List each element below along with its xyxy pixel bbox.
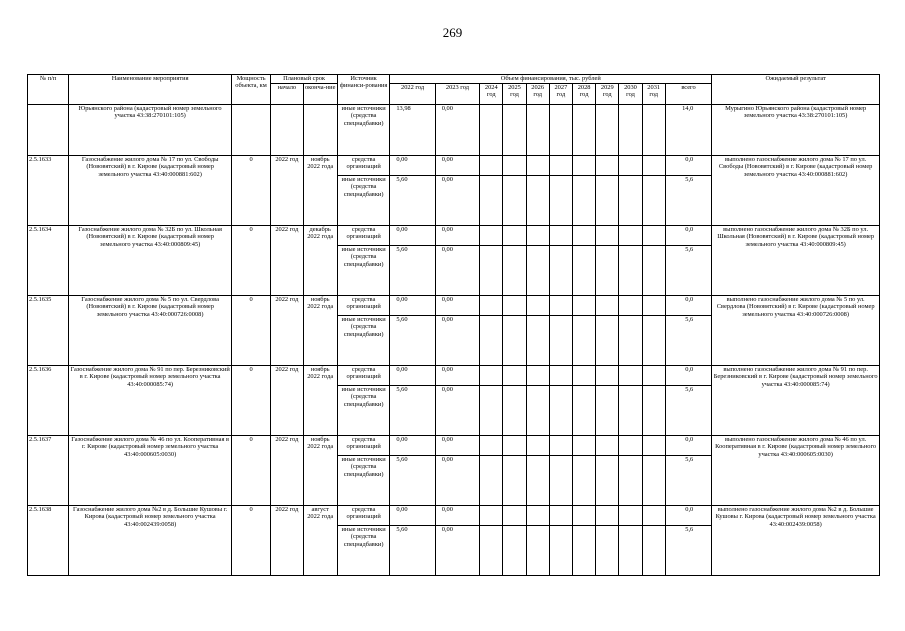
cell-2025 — [503, 436, 526, 456]
cell-2028 — [572, 316, 595, 366]
cell-2030 — [619, 386, 642, 436]
cell-2028 — [572, 176, 595, 226]
cell-code: 2.5.1635 — [28, 296, 69, 366]
col-source: Источник финанси-рования — [337, 75, 389, 105]
table-row — [28, 296, 880, 316]
cell-capacity: 0 — [231, 296, 270, 366]
cell-2026 — [526, 456, 549, 506]
cell-2030 — [619, 246, 642, 296]
cell-capacity: 0 — [231, 436, 270, 506]
cell-2022: 13,98 — [390, 105, 435, 156]
cell-2023: 0,00 — [435, 296, 479, 316]
cell-source: иные источники (средства спецнадбавки) — [337, 316, 389, 366]
cell-2024 — [480, 246, 503, 296]
cell-2031 — [642, 226, 665, 246]
cell-source: средства организаций — [337, 436, 389, 456]
col-result: Ожидаемый результат — [712, 75, 880, 105]
cell-2030 — [619, 456, 642, 506]
cell-2030 — [619, 226, 642, 246]
cell-2030 — [619, 156, 642, 176]
cell-2027 — [549, 316, 572, 366]
cell-2023: 0,00 — [435, 506, 479, 526]
cell-2026 — [526, 386, 549, 436]
cell-2026 — [526, 436, 549, 456]
cell-2031 — [642, 436, 665, 456]
cell-end: ноябрь 2022 года — [303, 436, 337, 506]
cell-total: 5,6 — [665, 386, 711, 436]
cell-capacity — [231, 105, 270, 156]
cell-start: 2022 год — [271, 156, 303, 226]
cell-2031 — [642, 105, 665, 156]
cell-end: ноябрь 2022 года — [303, 156, 337, 226]
cell-name: Газоснабжение жилого дома № 5 по ул. Свердлова (Нововятский) в г. Кирове (кадастровый номер земельного участка 43:40:000726:0008) — [69, 296, 232, 366]
cell-2023: 0,00 — [435, 226, 479, 246]
cell-capacity: 0 — [231, 506, 270, 576]
col-year-2025: 2025 год — [503, 84, 526, 105]
cell-end — [303, 105, 337, 156]
cell-2023: 0,00 — [435, 386, 479, 436]
cell-total: 5,6 — [665, 316, 711, 366]
cell-2024 — [480, 105, 503, 156]
cell-end: ноябрь 2022 года — [303, 296, 337, 366]
cell-2022: 5,60 — [390, 246, 435, 296]
cell-name: Газоснабжение жилого дома № 32Б по ул. Школьная (Нововятский) в г. Кирове (кадастровый номер земельного участка 43:40:000809:45) — [69, 226, 232, 296]
cell-2025 — [503, 226, 526, 246]
cell-2031 — [642, 156, 665, 176]
cell-2031 — [642, 506, 665, 526]
cell-2028 — [572, 386, 595, 436]
cell-source: иные источники (средства спецнадбавки) — [337, 456, 389, 506]
cell-result: выполнено газоснабжение жилого дома № 91 по пер. Березниковский в г. Кирове (кадастровый номер земельного участка 43:40:000085:74) — [712, 366, 880, 436]
cell-2027 — [549, 526, 572, 576]
cell-result: выполнено газоснабжение жилого дома № 46 по ул. Кооперативная в г. Кирове (кадастровый номер земельного участка 43:40:000605:0030) — [712, 436, 880, 506]
cell-2029 — [596, 526, 619, 576]
cell-source: средства организаций — [337, 156, 389, 176]
cell-2029 — [596, 506, 619, 526]
cell-2022: 0,00 — [390, 226, 435, 246]
cell-2028 — [572, 506, 595, 526]
table-row — [28, 506, 880, 526]
cell-total: 5,6 — [665, 456, 711, 506]
cell-2026 — [526, 226, 549, 246]
cell-2031 — [642, 366, 665, 386]
cell-result: выполнено газоснабжение жилого дома №2 в д. Большие Кушовы г. Кирова (кадастровый номер земельного участка 43:40:002439:0058) — [712, 506, 880, 576]
page-number: 269 — [442, 25, 463, 40]
cell-2031 — [642, 386, 665, 436]
cell-2027 — [549, 296, 572, 316]
table-row — [28, 436, 880, 456]
cell-source: иные источники (средства спецнадбавки) — [337, 386, 389, 436]
cell-2028 — [572, 226, 595, 246]
cell-source: средства организаций — [337, 506, 389, 526]
cell-2027 — [549, 105, 572, 156]
cell-2025 — [503, 176, 526, 226]
col-plan-term: Плановый срок — [271, 75, 338, 84]
cell-2029 — [596, 176, 619, 226]
cell-capacity: 0 — [231, 226, 270, 296]
cell-2023: 0,00 — [435, 456, 479, 506]
col-volume: Объем финансирования, тыс. рублей — [390, 75, 712, 84]
cell-name: Газоснабжение жилого дома №2 в д. Большие Кушовы г. Кирова (кадастровый номер земельного участка 43:40:002439:0058) — [69, 506, 232, 576]
cell-2026 — [526, 366, 549, 386]
cell-code: 2.5.1633 — [28, 156, 69, 226]
col-name: Наименование мероприятия — [69, 75, 232, 105]
cell-2031 — [642, 176, 665, 226]
table-row — [28, 156, 880, 176]
cell-2030 — [619, 105, 642, 156]
cell-2030 — [619, 176, 642, 226]
cell-code: 2.5.1637 — [28, 436, 69, 506]
cell-total: 0,0 — [665, 226, 711, 246]
cell-2028 — [572, 366, 595, 386]
cell-2030 — [619, 316, 642, 366]
cell-total: 5,6 — [665, 246, 711, 296]
cell-source: средства организаций — [337, 296, 389, 316]
cell-2028 — [572, 156, 595, 176]
cell-capacity: 0 — [231, 156, 270, 226]
cell-2029 — [596, 226, 619, 246]
cell-2022: 0,00 — [390, 436, 435, 456]
cell-2027 — [549, 506, 572, 526]
cell-2024 — [480, 316, 503, 366]
cell-2027 — [549, 366, 572, 386]
cell-2023: 0,00 — [435, 156, 479, 176]
cell-2028 — [572, 246, 595, 296]
cell-start: 2022 год — [271, 366, 303, 436]
cell-2022: 5,60 — [390, 176, 435, 226]
cell-2026 — [526, 316, 549, 366]
cell-2026 — [526, 105, 549, 156]
cell-2022: 0,00 — [390, 296, 435, 316]
cell-source: средства организаций — [337, 366, 389, 386]
cell-2023: 0,00 — [435, 436, 479, 456]
cell-name: Газоснабжение жилого дома № 91 по пер. Березниковский в г. Кирове (кадастровый номер земельного участка 43:40:000085:74) — [69, 366, 232, 436]
cell-source: иные источники (средства спецнадбавки) — [337, 176, 389, 226]
cell-name: Газоснабжение жилого дома № 17 по ул. Свободы (Нововятский) в г. Кирове (кадастровый номер земельного участка 43:40:000881:602) — [69, 156, 232, 226]
cell-2031 — [642, 456, 665, 506]
cell-2029 — [596, 456, 619, 506]
col-capacity: Мощность объекта, км — [231, 75, 270, 105]
cell-total: 5,6 — [665, 526, 711, 576]
col-end: оконча-ние — [303, 84, 337, 105]
cell-2022: 0,00 — [390, 506, 435, 526]
cell-code — [28, 105, 69, 156]
cell-start: 2022 год — [271, 506, 303, 576]
cell-2025 — [503, 526, 526, 576]
cell-2031 — [642, 296, 665, 316]
cell-2025 — [503, 156, 526, 176]
table-row — [28, 226, 880, 246]
cell-2028 — [572, 105, 595, 156]
cell-2028 — [572, 526, 595, 576]
cell-start: 2022 год — [271, 296, 303, 366]
cell-2024 — [480, 366, 503, 386]
cell-total: 5,6 — [665, 176, 711, 226]
cell-2031 — [642, 316, 665, 366]
cell-2024 — [480, 386, 503, 436]
table-header — [28, 75, 880, 105]
cell-2024 — [480, 156, 503, 176]
cell-2030 — [619, 366, 642, 386]
cell-2030 — [619, 506, 642, 526]
cell-total: 0,0 — [665, 366, 711, 386]
cell-2024 — [480, 506, 503, 526]
cell-2026 — [526, 246, 549, 296]
cell-end: ноябрь 2022 года — [303, 366, 337, 436]
cell-result: выполнено газоснабжение жилого дома № 17 по ул. Свободы (Нововятский) в г. Кирове (кадастровый номер земельного участка 43:40:000881:602) — [712, 156, 880, 226]
col-total: всего — [665, 84, 711, 105]
cell-end: август 2022 года — [303, 506, 337, 576]
col-year-2024: 2024 год — [480, 84, 503, 105]
cell-source: средства организаций — [337, 226, 389, 246]
cell-2025 — [503, 456, 526, 506]
cell-2023: 0,00 — [435, 176, 479, 226]
cell-result: Мурыгино Юрьянского района (кадастровый номер земельного участка 43:38:270101:105) — [712, 105, 880, 156]
cell-2022: 0,00 — [390, 366, 435, 386]
cell-2024 — [480, 296, 503, 316]
cell-total: 14,0 — [665, 105, 711, 156]
cell-2022: 5,60 — [390, 456, 435, 506]
col-no: № п/п — [28, 75, 69, 105]
cell-2023: 0,00 — [435, 526, 479, 576]
cell-2031 — [642, 526, 665, 576]
cell-2029 — [596, 366, 619, 386]
cell-source: иные источники (средства спецнадбавки) — [337, 246, 389, 296]
cell-end: декабрь 2022 года — [303, 226, 337, 296]
cell-2029 — [596, 316, 619, 366]
cell-2030 — [619, 436, 642, 456]
cell-2028 — [572, 436, 595, 456]
cell-2027 — [549, 436, 572, 456]
table-row — [28, 366, 880, 386]
cell-2024 — [480, 176, 503, 226]
cell-2027 — [549, 176, 572, 226]
financing-table — [27, 74, 880, 576]
cell-2026 — [526, 296, 549, 316]
cell-2022: 5,60 — [390, 386, 435, 436]
cell-2029 — [596, 386, 619, 436]
cell-2024 — [480, 526, 503, 576]
cell-2024 — [480, 436, 503, 456]
col-year-2028: 2028 год — [572, 84, 595, 105]
cell-2026 — [526, 176, 549, 226]
cell-2027 — [549, 386, 572, 436]
cell-start — [271, 105, 303, 156]
cell-2022: 5,60 — [390, 526, 435, 576]
cell-2023: 0,00 — [435, 366, 479, 386]
col-year-2031: 2031 год — [642, 84, 665, 105]
cell-2022: 0,00 — [390, 156, 435, 176]
cell-2024 — [480, 456, 503, 506]
cell-2027 — [549, 226, 572, 246]
cell-2023: 0,00 — [435, 246, 479, 296]
cell-2029 — [596, 436, 619, 456]
cell-2029 — [596, 246, 619, 296]
cell-2029 — [596, 296, 619, 316]
col-year-2029: 2029 год — [596, 84, 619, 105]
cell-code: 2.5.1634 — [28, 226, 69, 296]
cell-2025 — [503, 386, 526, 436]
cell-source: иные источники (средства спецнадбавки) — [337, 526, 389, 576]
cell-2029 — [596, 156, 619, 176]
cell-capacity: 0 — [231, 366, 270, 436]
col-year-2026: 2026 год — [526, 84, 549, 105]
cell-total: 0,0 — [665, 156, 711, 176]
cell-total: 0,0 — [665, 296, 711, 316]
cell-2024 — [480, 226, 503, 246]
cell-name: Газоснабжение жилого дома № 46 по ул. Кооперативная в г. Кирове (кадастровый номер земельного участка 43:40:000605:0030) — [69, 436, 232, 506]
cell-2025 — [503, 296, 526, 316]
cell-2030 — [619, 296, 642, 316]
cell-2027 — [549, 246, 572, 296]
cell-2025 — [503, 366, 526, 386]
cell-2026 — [526, 506, 549, 526]
cell-2026 — [526, 156, 549, 176]
col-year-2022: 2022 год — [390, 84, 435, 105]
cell-2025 — [503, 105, 526, 156]
cell-result: выполнено газоснабжение жилого дома № 32Б по ул. Школьная (Нововятский) в г. Кирове (кадастровый номер земельного участка 43:40:000809:45) — [712, 226, 880, 296]
cell-2025 — [503, 506, 526, 526]
cell-total: 0,0 — [665, 506, 711, 526]
cell-2028 — [572, 456, 595, 506]
cell-total: 0,0 — [665, 436, 711, 456]
cell-2030 — [619, 526, 642, 576]
cell-start: 2022 год — [271, 226, 303, 296]
cell-2027 — [549, 156, 572, 176]
cell-name: Юрьянского района (кадастровый номер земельного участка 43:38:270101:105) — [69, 105, 232, 156]
cell-source: иные источники (средства спецнадбавки) — [337, 105, 389, 156]
cell-2025 — [503, 316, 526, 366]
cell-2027 — [549, 456, 572, 506]
col-year-2030: 2030 год — [619, 84, 642, 105]
cell-result: выполнено газоснабжение жилого дома № 5 по ул. Свердлова (Нововятский) в г. Кирове (кадастровый номер земельного участка 43:40:000726:0008) — [712, 296, 880, 366]
cell-2022: 5,60 — [390, 316, 435, 366]
cell-2023: 0,00 — [435, 105, 479, 156]
table-body — [28, 105, 880, 576]
cell-2023: 0,00 — [435, 316, 479, 366]
cell-2029 — [596, 105, 619, 156]
col-start: начало — [271, 84, 303, 105]
col-year-2027: 2027 год — [549, 84, 572, 105]
cell-start: 2022 год — [271, 436, 303, 506]
col-year-2023: 2023 год — [435, 84, 479, 105]
cell-code: 2.5.1636 — [28, 366, 69, 436]
cell-2028 — [572, 296, 595, 316]
cell-2031 — [642, 246, 665, 296]
cell-code: 2.5.1638 — [28, 506, 69, 576]
cell-2026 — [526, 526, 549, 576]
cell-2025 — [503, 246, 526, 296]
table-row-continuation — [28, 105, 880, 156]
